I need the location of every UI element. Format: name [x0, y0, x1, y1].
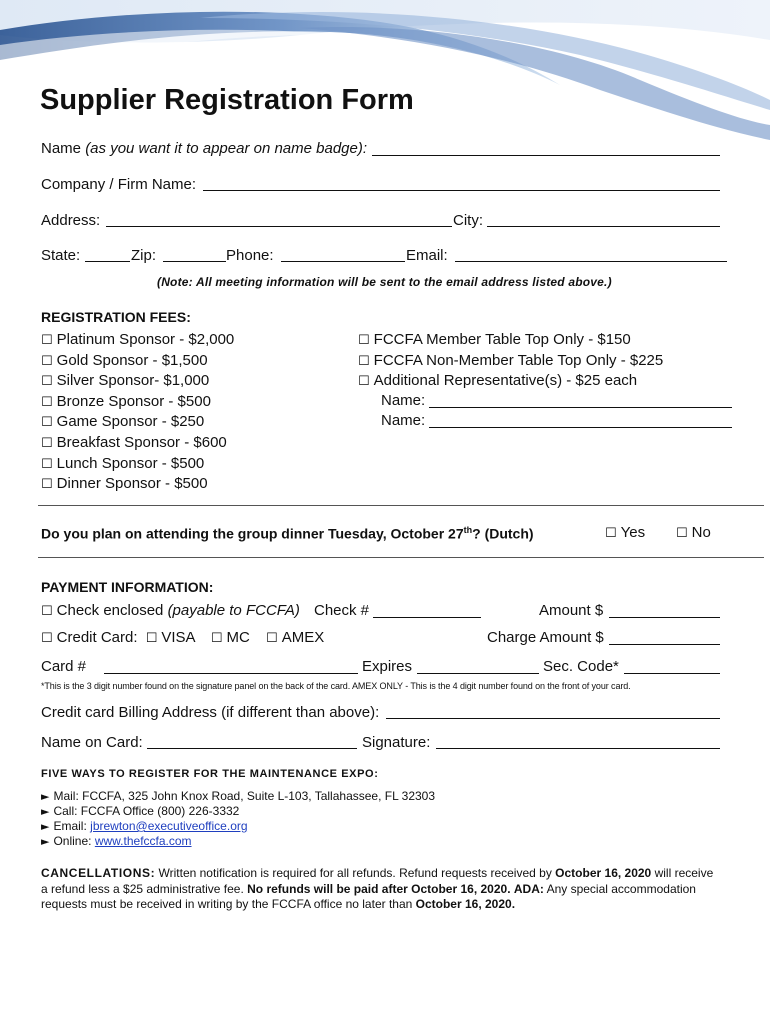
dinner-sup: th	[463, 525, 473, 535]
cancel-date-2: October 16, 2020.	[415, 897, 516, 911]
charge-amount-label: Charge Amount $	[487, 629, 604, 646]
visa-label: VISA	[161, 629, 195, 646]
email-label: Email:	[406, 247, 448, 264]
fee-left-label: Lunch Sponsor - $500	[56, 454, 205, 472]
fee-left-checkbox[interactable]: ☐	[41, 415, 53, 431]
fee-right-checkbox[interactable]: ☐	[358, 374, 370, 390]
fee-right-checkbox[interactable]: ☐	[358, 333, 370, 348]
no-checkbox[interactable]: ☐	[676, 526, 688, 541]
expires-field[interactable]	[417, 673, 539, 674]
expires-label: Expires	[362, 658, 413, 675]
fee-left-option[interactable]	[41, 413, 204, 430]
fee-left-option[interactable]	[41, 331, 234, 348]
register-online	[41, 834, 192, 848]
visa-checkbox[interactable]: ☐	[145, 631, 158, 646]
rep-name-field-1[interactable]	[429, 407, 732, 408]
fee-left-option[interactable]	[41, 455, 204, 472]
website-link[interactable]: www.thefccfa.com	[94, 834, 192, 848]
name-on-card-field[interactable]	[147, 748, 357, 749]
fee-left-checkbox[interactable]: ☐	[41, 477, 53, 493]
mail-text: Mail: FCCFA, 325 John Knox Road, Suite L-103, Tallahassee, FL 32303	[53, 789, 436, 803]
billing-field[interactable]	[386, 718, 720, 719]
register-call	[41, 804, 239, 818]
fee-left-checkbox[interactable]: ☐	[41, 333, 53, 348]
zip-field[interactable]	[163, 261, 226, 262]
signature-label: Signature:	[362, 734, 431, 751]
online-label: Online:	[53, 834, 92, 848]
payment-heading: PAYMENT INFORMATION:	[41, 579, 214, 595]
fee-left-option[interactable]	[41, 372, 209, 389]
email-link[interactable]: jbrewton@executiveoffice.org	[90, 819, 248, 833]
fee-left-label: Gold Sponsor - $1,500	[56, 351, 208, 369]
name-hint: (as you want it to appear on name badge):	[85, 140, 368, 157]
dinner-yes-option[interactable]	[605, 524, 645, 541]
payable-note: (payable to FCCFA)	[167, 602, 300, 619]
card-no-label: Card #	[41, 658, 87, 675]
fee-left-option[interactable]	[41, 434, 227, 451]
card-no-field[interactable]	[104, 673, 358, 674]
cancel-no-refunds: No refunds will be paid after October 16, 2020.	[247, 881, 511, 896]
fee-left-checkbox[interactable]: ☐	[41, 353, 53, 369]
name-label: Name	[41, 140, 82, 157]
check-enclosed-option[interactable]	[41, 602, 300, 619]
fee-left-option[interactable]	[41, 393, 211, 410]
register-mail	[41, 789, 435, 803]
fee-left-label: Dinner Sponsor - $500	[56, 475, 208, 493]
fee-left-checkbox[interactable]: ☐	[41, 394, 53, 410]
yes-label: Yes	[620, 524, 646, 541]
cancellations-paragraph	[41, 866, 721, 913]
state-field[interactable]	[85, 261, 130, 262]
email-text-label: Email:	[53, 819, 87, 833]
phone-field[interactable]	[281, 261, 405, 262]
check-enclosed-checkbox[interactable]: ☐	[41, 604, 53, 619]
name-on-card-label: Name on Card:	[41, 734, 143, 751]
call-text: Call: FCCFA Office (800) 226-3332	[53, 804, 240, 818]
cancel-text-2: will receive a refund less a $25 administrative fee.	[41, 866, 714, 896]
name-field[interactable]	[372, 155, 720, 156]
mc-label: MC	[226, 629, 250, 646]
ada-label: ADA:	[513, 881, 544, 896]
sec-code-field[interactable]	[624, 673, 720, 674]
fee-left-label: Platinum Sponsor - $2,000	[56, 331, 235, 348]
rep-name-label-1: Name:	[381, 392, 426, 409]
rep-name-field-2[interactable]	[429, 427, 732, 428]
mc-checkbox[interactable]: ☐	[210, 631, 223, 646]
amex-checkbox[interactable]: ☐	[266, 631, 278, 646]
rep-name-label-2: Name:	[381, 412, 426, 429]
billing-label: Credit card Billing Address (if different than above):	[41, 704, 380, 721]
yes-checkbox[interactable]: ☐	[605, 526, 617, 541]
fees-heading: REGISTRATION FEES:	[41, 309, 191, 325]
zip-label: Zip:	[131, 247, 157, 264]
amount-field[interactable]	[609, 617, 720, 618]
register-email	[41, 819, 248, 833]
amex-label: AMEX	[281, 629, 325, 646]
page-title: Supplier Registration Form	[40, 84, 414, 116]
cancellations-label: CANCELLATIONS:	[41, 866, 156, 880]
fee-right-label: FCCFA Member Table Top Only - $150	[373, 331, 631, 348]
cancel-date-1: October 16, 2020	[555, 866, 652, 880]
fee-right-checkbox[interactable]: ☐	[358, 353, 370, 369]
fee-left-label: Silver Sponsor- $1,000	[56, 372, 210, 390]
fee-left-checkbox[interactable]: ☐	[41, 456, 53, 472]
dinner-question-end: ? (Dutch)	[472, 525, 534, 542]
arrow-icon: ►	[41, 835, 50, 848]
check-enclosed-label: Check enclosed	[56, 602, 164, 619]
name-label-row	[41, 140, 367, 157]
credit-card-row	[41, 629, 324, 646]
fee-right-label: FCCFA Non-Member Table Top Only - $225	[373, 351, 664, 369]
company-label: Company / Firm Name:	[41, 176, 197, 193]
no-label: No	[691, 524, 711, 541]
dinner-question-text: Do you plan on attending the group dinner Tuesday, October 27	[41, 525, 464, 542]
fee-right-label: Additional Representative(s) - $25 each	[373, 372, 638, 390]
fee-left-label: Game Sponsor - $250	[56, 413, 205, 431]
address-label: Address:	[41, 212, 101, 229]
signature-field[interactable]	[436, 748, 720, 749]
fee-left-option[interactable]	[41, 352, 208, 369]
arrow-icon: ►	[41, 805, 50, 818]
cancel-text-3: Any special accommodation requests must be received in writing by the FCCFA office no later than	[41, 881, 696, 911]
fee-right-option[interactable]	[358, 331, 631, 348]
arrow-icon: ►	[41, 790, 50, 803]
divider	[38, 557, 764, 558]
email-field[interactable]	[455, 261, 727, 262]
address-field[interactable]	[106, 226, 452, 227]
sec-code-footnote: *This is the 3 digit number found on the signature panel on the back of the card. AMEX ONLY - This is the 4 digit number found on the front of your card.	[41, 681, 631, 691]
company-field[interactable]	[203, 190, 720, 191]
fee-left-label: Bronze Sponsor - $500	[56, 392, 211, 410]
fee-left-checkbox[interactable]: ☐	[41, 436, 53, 451]
email-note: (Note: All meeting information will be sent to the email address listed above.)	[157, 275, 612, 289]
fee-left-option[interactable]	[41, 475, 208, 492]
cancel-text-1: Written notification is required for all refunds. Refund requests received by	[158, 866, 552, 880]
fee-left-checkbox[interactable]: ☐	[41, 374, 53, 390]
credit-card-checkbox[interactable]: ☐	[41, 631, 53, 646]
amount-label: Amount $	[539, 602, 604, 619]
check-no-field[interactable]	[373, 617, 481, 618]
header-swoosh	[0, 0, 770, 150]
city-label: City:	[453, 212, 483, 229]
dinner-no-option[interactable]	[676, 524, 711, 541]
check-no-label: Check #	[314, 602, 370, 619]
dinner-question	[41, 525, 534, 542]
fee-left-label: Breakfast Sponsor - $600	[56, 434, 227, 451]
phone-label: Phone:	[226, 247, 274, 264]
divider	[38, 505, 764, 506]
fee-right-option[interactable]	[358, 372, 637, 389]
credit-card-label: Credit Card:	[56, 629, 138, 646]
charge-amount-field[interactable]	[609, 644, 720, 645]
fee-right-option[interactable]	[358, 352, 663, 369]
sec-code-label: Sec. Code*	[543, 658, 619, 675]
city-field[interactable]	[487, 226, 720, 227]
arrow-icon: ►	[41, 820, 50, 833]
state-label: State:	[41, 247, 81, 264]
register-heading: FIVE WAYS TO REGISTER FOR THE MAINTENANCE EXPO:	[41, 768, 379, 780]
